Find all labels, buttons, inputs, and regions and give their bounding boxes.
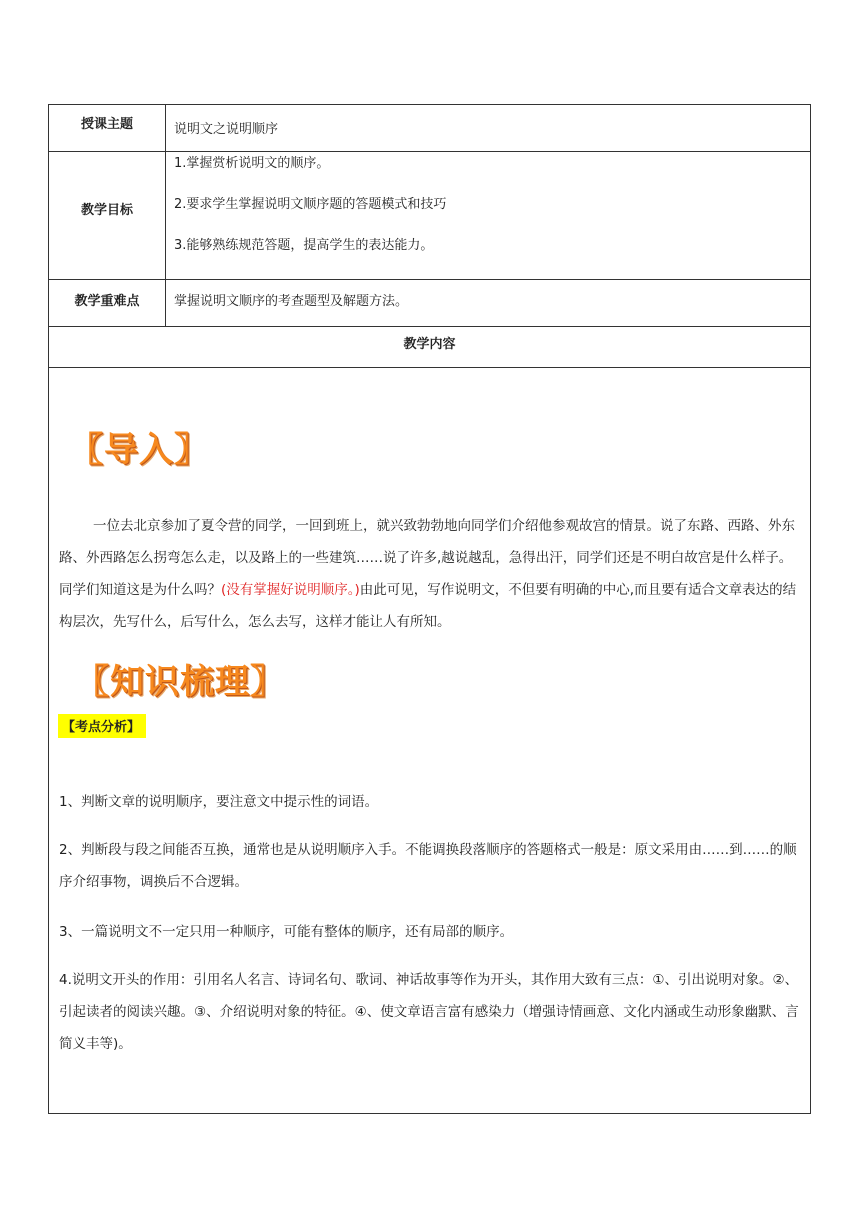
intro-text-after: 由此可见，写作说明文，不但要有明确的中心,而且要有适合文章表达的结构层次，先写什么，后写什么，怎么去写，这样才能让人有所知。	[59, 582, 797, 630]
lesson-plan-sheet	[48, 104, 811, 1114]
topic-label: 授课主题	[49, 105, 166, 152]
goals-label: 教学目标	[49, 152, 166, 280]
knowledge-banner: 〖知识梳理〗	[75, 662, 285, 702]
goal-item: 1.掌握赏析说明文的顺序。	[174, 156, 330, 171]
point-item: 2、判断段与段之间能否互换，通常也是从说明顺序入手。不能调换段落顺序的答题格式一般是：原文采用由……到……的顺序介绍事物，调换后不合逻辑。	[59, 842, 797, 890]
lesson-plan-table	[48, 104, 811, 1114]
goals-cell	[166, 152, 811, 280]
point-item: 1、判断文章的说明顺序，要注意文中提示性的词语。	[59, 794, 379, 810]
topic-value: 说明文之说明顺序	[166, 105, 811, 152]
point-item: 4.说明文开头的作用：引用名人名言、诗词名句、歌词、神话故事等作为开头，其作用大致有三点：①、引出说明对象。②、引起读者的阅读兴趣。③、介绍说明对象的特征。④、使文章语言富有感染力（增强诗情画意、文化内涵或生动形象幽默、言简义丰等)。	[59, 972, 799, 1052]
intro-text: 一位去北京参加了夏令营的同学，一回到班上，就兴致勃勃地向同学们介绍他参观故宫的情景。说了东路、西路、外东路、外西路怎么拐弯怎么走，以及路上的一些建筑……说了许多,越说越乱，急得出汗，同学们还是不明白故宫是什么样子。同学们知道这是为什么吗？	[59, 518, 795, 598]
key-points-row	[49, 280, 811, 327]
content-header: 教学内容	[49, 327, 811, 368]
content-cell	[49, 368, 811, 1114]
topic-row	[49, 105, 811, 152]
point-item: 3、一篇说明文不一定只用一种顺序，可能有整体的顺序，还有局部的顺序。	[59, 924, 514, 940]
intro-banner: 〖导入〗	[69, 430, 209, 470]
content-row	[49, 368, 811, 1114]
intro-paragraph	[59, 510, 800, 638]
goals-row	[49, 152, 811, 280]
goal-item: 2.要求学生掌握说明文顺序题的答题模式和技巧	[174, 197, 447, 212]
intro-answer-red: (没有掌握好说明顺序。)	[221, 582, 360, 598]
goal-item: 3.能够熟练规范答题，提高学生的表达能力。	[174, 238, 434, 253]
key-points-value: 掌握说明文顺序的考查题型及解题方法。	[166, 280, 811, 327]
key-points-label: 教学重难点	[49, 280, 166, 327]
kaodian-highlight-label: 【考点分析】	[58, 714, 146, 738]
content-header-row	[49, 327, 811, 368]
